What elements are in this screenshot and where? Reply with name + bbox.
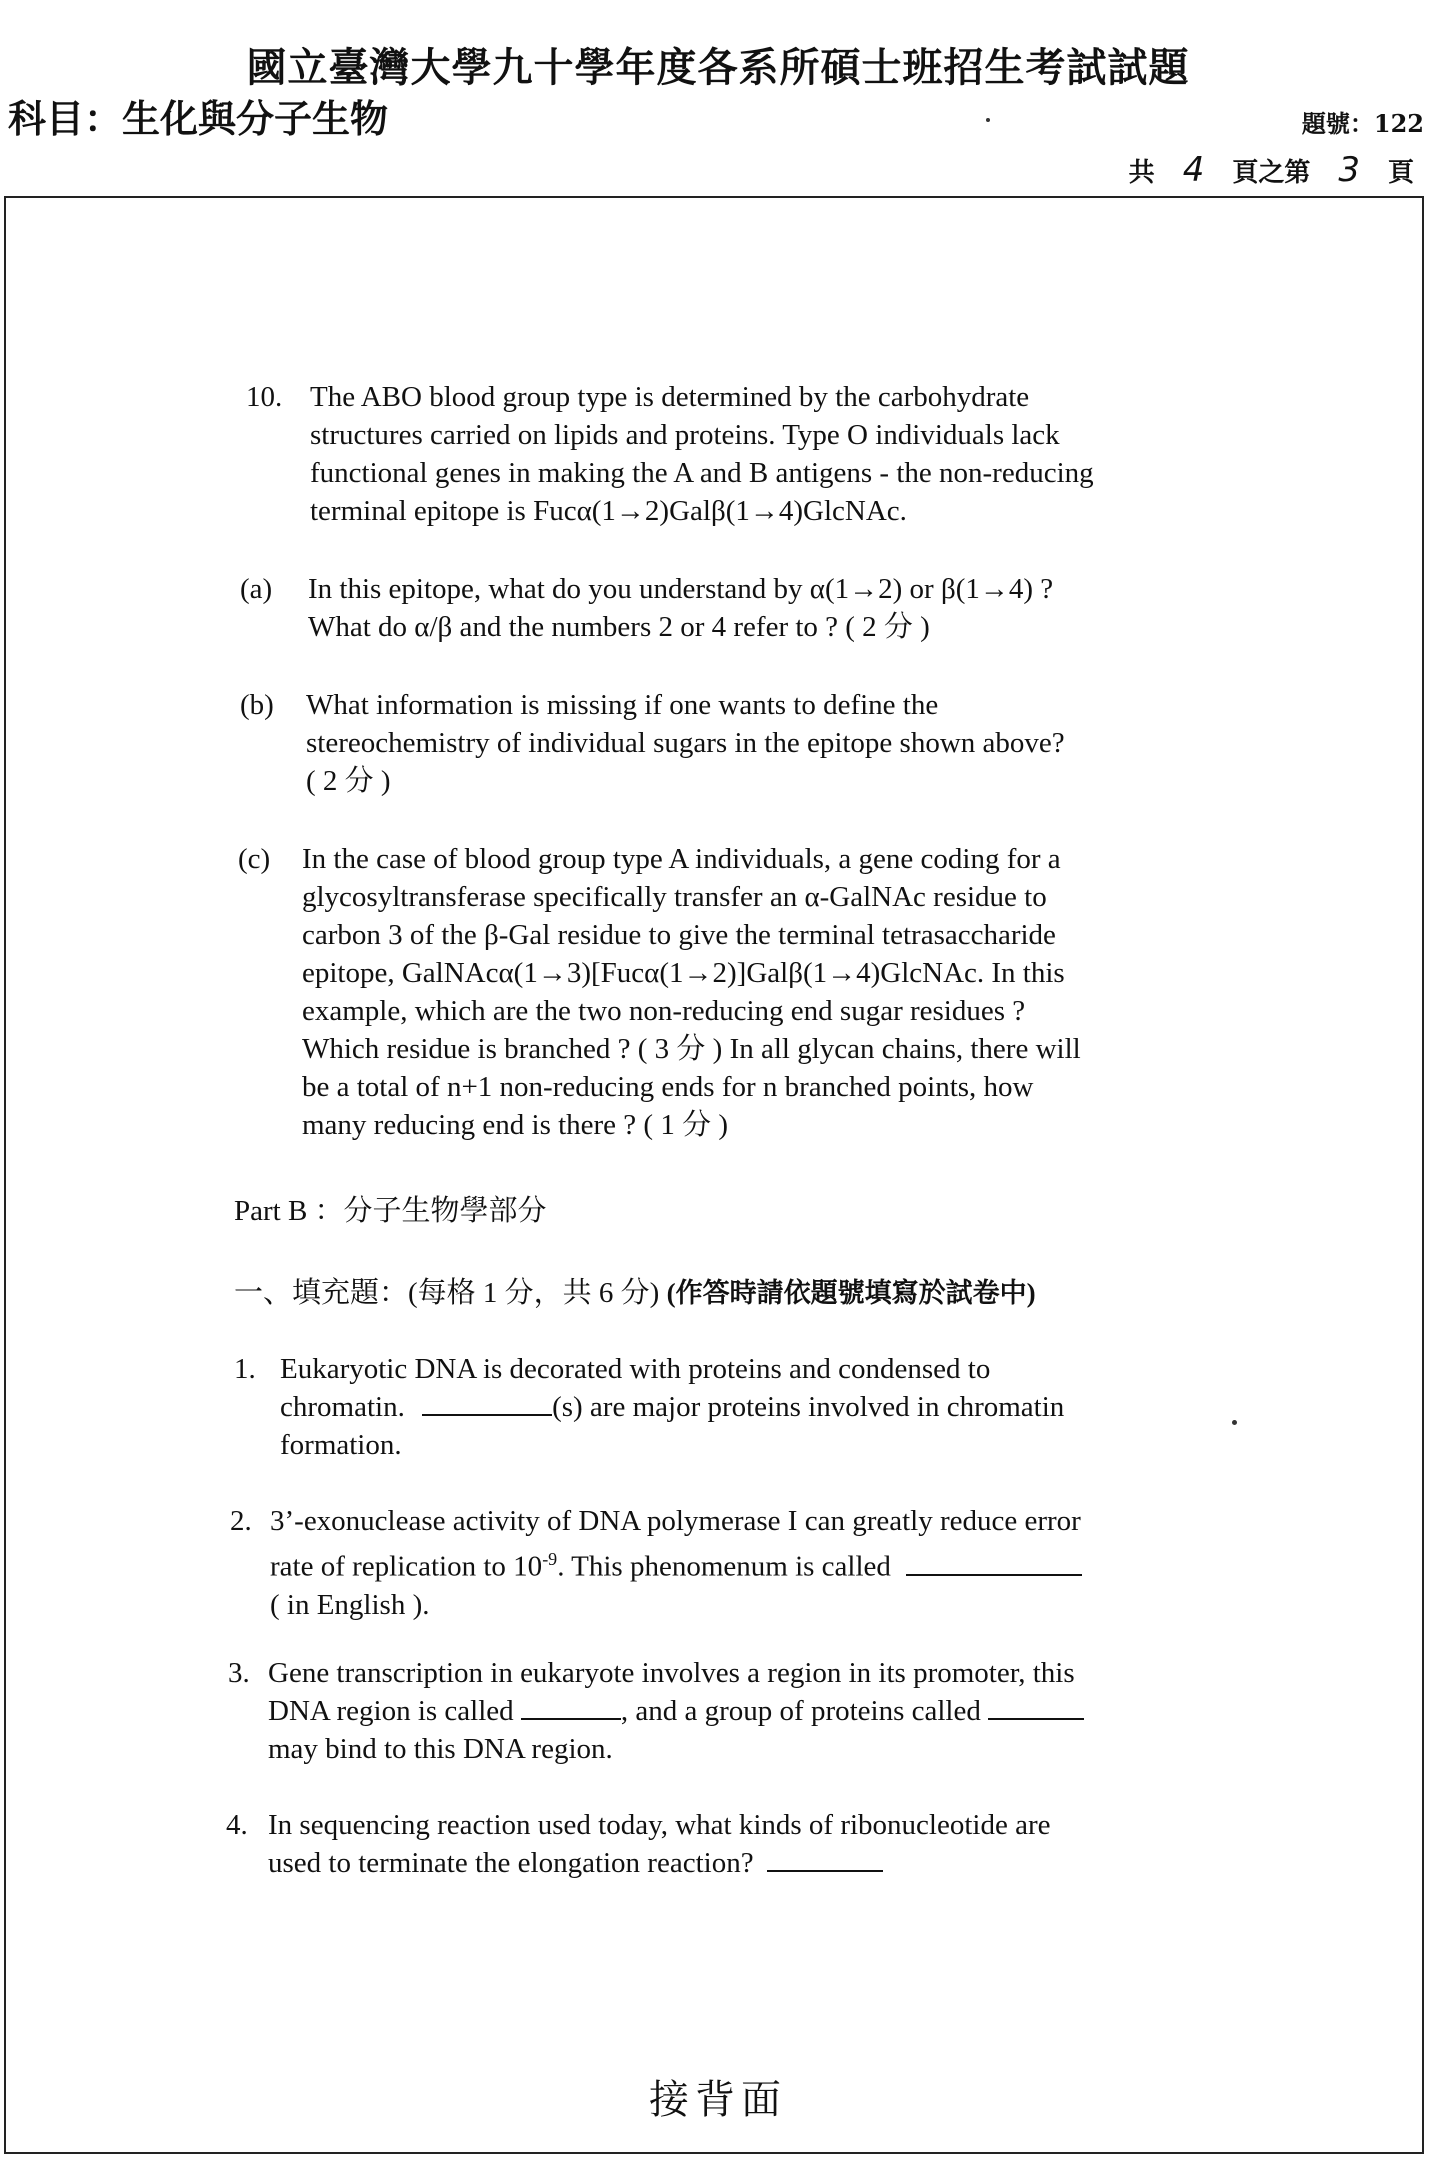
q10c-label <box>238 840 270 878</box>
fill-q2-exponent: -9 <box>542 1549 558 1569</box>
fill-q2-line-2a: rate of replication to 10 <box>270 1550 543 1583</box>
fill-q3-line-2 <box>268 1692 1084 1730</box>
fill-q2-line-2 <box>270 1540 1082 1586</box>
fill-q2-number <box>230 1502 252 1540</box>
q10b-label <box>240 686 274 724</box>
fill-in-section-heading <box>234 1274 1036 1312</box>
fill-q3-line-3: may bind to this DNA region. <box>268 1733 613 1765</box>
fill-in-section-note: (作答時請依題號填寫於試卷中) <box>666 1278 1036 1308</box>
q10c-line-2: glycosyltransferase specifically transfer an α-GalNAc residue to <box>302 881 1047 913</box>
q10a-text <box>308 570 1053 646</box>
sub-question-label: (c) <box>238 843 271 875</box>
q10c-line-1: In the case of blood group type A individuals, a gene coding for a <box>302 843 1061 875</box>
pages-total: 4 <box>1182 150 1205 190</box>
q10c-line-3: carbon 3 of the β-Gal residue to give the terminal tetrasaccharide <box>302 919 1056 951</box>
fill-q3-text <box>268 1654 1084 1768</box>
question-10-text <box>310 378 1094 530</box>
fill-q4-line-2a: used to terminate the elongation reaction? <box>268 1847 754 1879</box>
q10b-line-3: ( 2 分 ) <box>306 765 391 797</box>
q10b-line-2: stereochemistry of individual sugars in the epitope shown above? <box>306 727 1065 759</box>
fill-q1-line-3: formation. <box>280 1429 402 1461</box>
fill-q3-number <box>228 1654 250 1692</box>
q10-line-3: functional genes in making the A and B antigens - the non-reducing <box>310 457 1094 489</box>
q10-line-1: The ABO blood group type is determined by the carbohydrate <box>310 381 1030 413</box>
part-b-heading: Part B ：分子生物學部分 <box>234 1195 547 1227</box>
q10c-text <box>302 840 1081 1144</box>
q10a-line-1: In this epitope, what do you understand by α(1→2) or β(1→4) ? <box>308 573 1054 605</box>
sub-question-label: (b) <box>240 689 274 721</box>
fill-q2-text <box>270 1502 1082 1624</box>
fill-q1-line-2 <box>280 1388 1064 1426</box>
fill-q1-number <box>234 1350 256 1388</box>
answer-blank <box>906 1548 1082 1576</box>
fill-q1-line-1: Eukaryotic DNA is decorated with proteins and condensed to <box>280 1353 991 1385</box>
question-number-label: 3. <box>228 1657 250 1689</box>
scan-speck <box>1232 1420 1237 1425</box>
pages-current: 3 <box>1338 150 1360 190</box>
question-number: 題號：122 <box>1301 109 1424 138</box>
q10-line-2: structures carried on lipids and proteins. Type O individuals lack <box>310 419 1060 451</box>
fill-q3-line-2a: DNA region is called <box>268 1695 514 1727</box>
question-number-label: 4. <box>226 1809 248 1841</box>
answer-blank <box>988 1692 1084 1720</box>
q10c-line-7: be a total of n+1 non-reducing ends for n branched points, how <box>302 1071 1034 1103</box>
q10c-line-5: example, which are the two non-reducing end sugar residues ? <box>302 995 1026 1027</box>
fill-q4-line-2 <box>268 1844 1050 1882</box>
fill-q1-line-2a: chromatin. <box>280 1391 405 1423</box>
pages-prefix: 共 <box>1128 158 1155 188</box>
page-indicator <box>1129 150 1414 190</box>
question-number-label: 10. <box>246 381 283 413</box>
scan-speck <box>986 118 990 122</box>
q10b-text <box>306 686 1065 800</box>
answer-blank <box>521 1692 621 1720</box>
q10c-line-8: many reducing end is there ? ( 1 分 ) <box>302 1109 728 1141</box>
fill-q2-line-1: 3’-exonuclease activity of DNA polymerase I can greatly reduce error <box>270 1505 1081 1537</box>
fill-q1-line-2b: (s) are major proteins involved in chromatin <box>552 1391 1065 1423</box>
fill-q2-line-2b: . This phenomenum is called <box>557 1550 891 1583</box>
pages-suffix: 頁 <box>1387 158 1414 188</box>
subject-label: 科目：生化與分子生物 <box>8 97 389 141</box>
fill-q4-number <box>226 1806 248 1844</box>
fill-q3-line-1: Gene transcription in eukaryote involves a region in its promoter, this <box>268 1657 1075 1689</box>
fill-q2-line-3: ( in English ). <box>270 1588 430 1621</box>
fill-q4-line-1: In sequencing reaction used today, what kinds of ribonucleotide are <box>268 1809 1051 1841</box>
continued-on-back-note: 接背面 <box>649 2077 787 2123</box>
answer-blank <box>767 1844 883 1872</box>
q10c-line-6: Which residue is branched ? ( 3 分 ) In all glycan chains, there will <box>302 1033 1081 1065</box>
sub-question-label: (a) <box>240 573 273 605</box>
question-number-label: 2. <box>230 1505 252 1537</box>
q10b-line-1: What information is missing if one wants to define the <box>306 689 939 721</box>
fill-q4-text <box>268 1806 1050 1882</box>
question-number-label: 1. <box>234 1353 256 1385</box>
question-10-number <box>246 378 282 416</box>
q10a-line-2: What do α/β and the numbers 2 or 4 refer to ? ( 2 分 ) <box>308 611 930 643</box>
q10-line-4: terminal epitope is Fucα(1→2)Galβ(1→4)GlcNAc. <box>310 495 907 527</box>
pages-middle: 頁之第 <box>1232 158 1311 188</box>
q10c-line-4: epitope, GalNAcα(1→3)[Fucα(1→2)]Galβ(1→4)GlcNAc. In this <box>302 957 1065 989</box>
fill-q1-text <box>280 1350 1064 1464</box>
exam-title: 國立臺灣大學九十學年度各系所碩士班招生考試試題 <box>246 44 1190 91</box>
fill-q3-line-2b: , and a group of proteins called <box>620 1695 981 1727</box>
fill-in-section-title: 一、填充題：(每格 1 分，共 6 分) <box>234 1277 660 1309</box>
q10a-label <box>240 570 272 608</box>
answer-blank <box>422 1388 552 1416</box>
